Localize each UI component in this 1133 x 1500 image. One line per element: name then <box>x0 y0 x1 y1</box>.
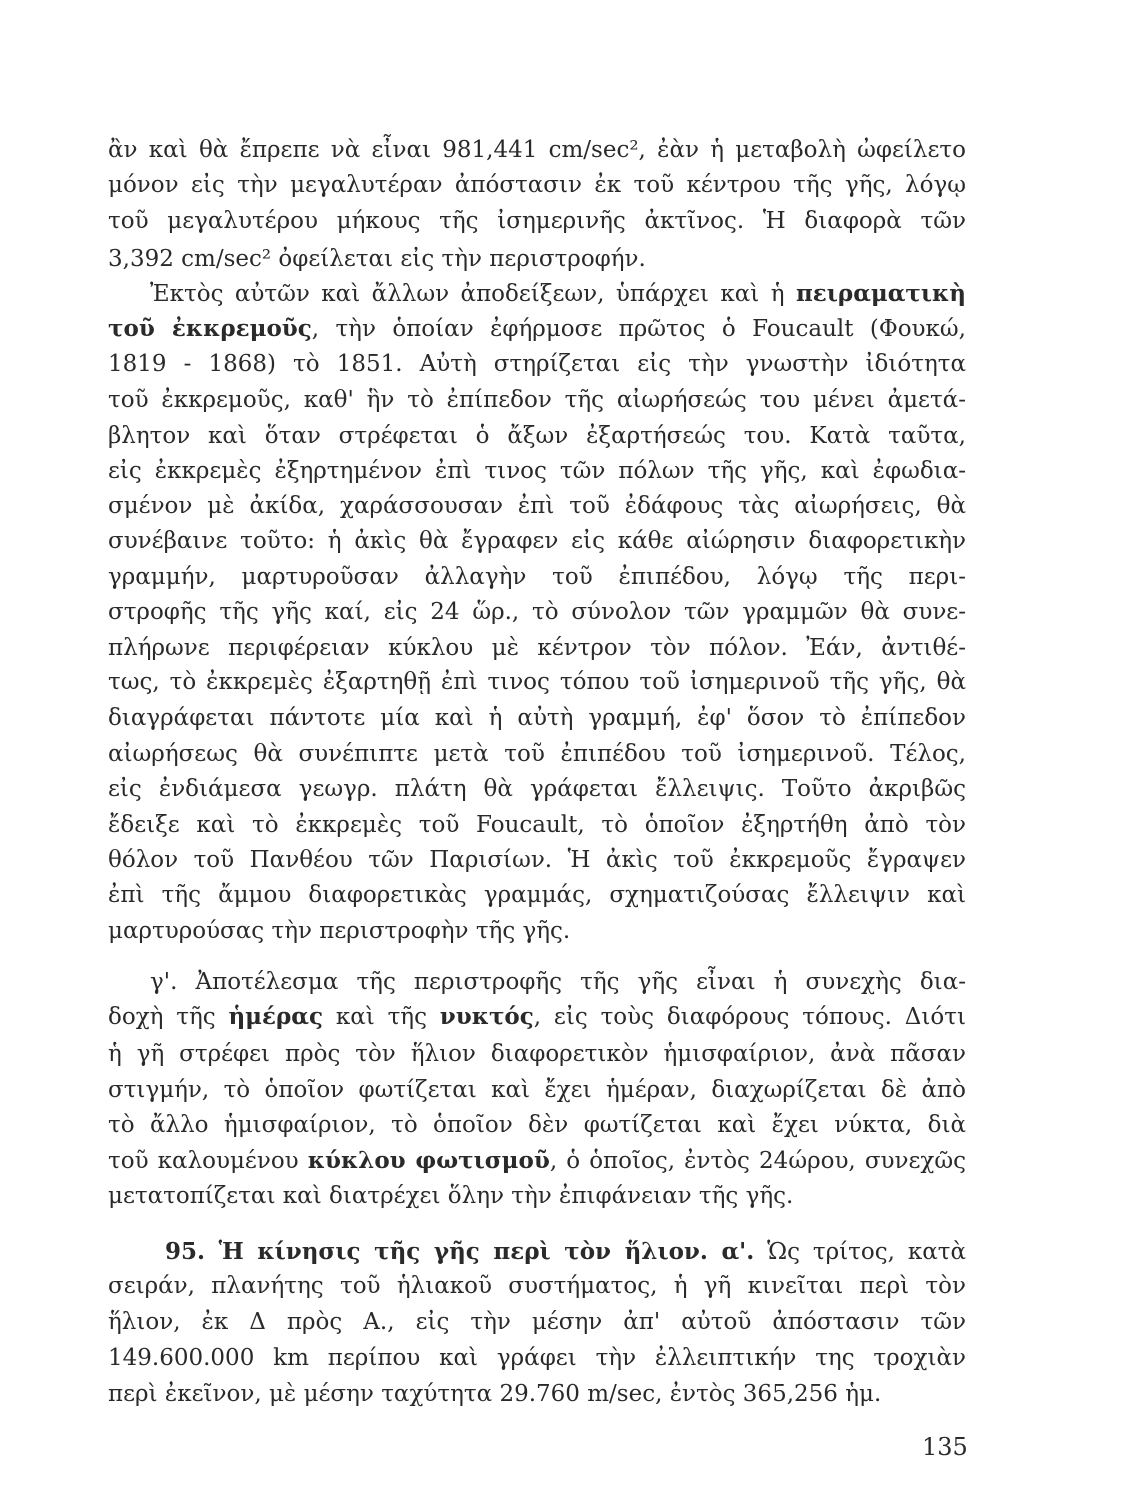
text-run: εἰς ἐνδιάμεσα γεωγρ. πλάτη θὰ γράφεται ἔλλειψις. Τοῦτο ἀκριβῶς <box>108 776 966 802</box>
text-line <box>108 740 966 768</box>
text-line <box>108 917 966 945</box>
text-run: Ὡς τρίτος, κατὰ <box>754 1239 966 1265</box>
page-number: 135 <box>922 1433 968 1461</box>
text-run: γ'. Ἀποτέλεσμα τῆς περιστροφῆς τῆς γῆς εἶναι ἡ συνεχὴς δια- <box>150 969 966 995</box>
text-line <box>108 527 966 555</box>
text-line <box>108 171 966 199</box>
text-run: μετατοπίζεται καὶ διατρέχει ὅλην τὴν ἐπιφάνειαν τῆς γῆς. <box>108 1183 794 1209</box>
text-line <box>108 811 966 839</box>
text-line <box>150 280 966 308</box>
text-line <box>108 350 966 378</box>
text-line <box>108 1003 966 1031</box>
text-line <box>108 563 966 591</box>
text-run: τως, τὸ ἐκκρεμὲς ἐξαρτηθῇ ἐπὶ τινος τόπου τοῦ ἰσημερινοῦ τῆς γῆς, θὰ <box>108 669 966 695</box>
text-run: σμένον μὲ ἀκίδα, χαράσσουσαν ἐπὶ τοῦ ἐδάφους τὰς αἰωρήσεις, θὰ <box>108 493 966 519</box>
text-line <box>108 668 966 696</box>
text-run: μαρτυρούσας τὴν περιστροφὴν τῆς γῆς. <box>108 918 571 944</box>
text-run: τὸ ἄλλο ἡμισφαίριον, τὸ ὁποῖον δὲν φωτίζεται καὶ ἔχει νύκτα, διὰ <box>108 1112 966 1138</box>
text-run: ἐπὶ τῆς ἄμμου διαφορετικὰς γραμμάς, σχηματιζούσας ἔλλειψιν καὶ <box>108 882 966 908</box>
text-line <box>108 492 966 520</box>
text-line <box>108 1147 966 1175</box>
text-line <box>165 1238 966 1266</box>
text-run: ἔδειξε καὶ τὸ ἐκκρεμὲς τοῦ Foucault, τὸ ὁποῖον ἐξηρτήθη ἀπὸ τὸν <box>108 812 966 838</box>
bold-term: νυκτός <box>439 1003 534 1030</box>
bold-term: 95. Ἡ κίνησις τῆς γῆς περὶ τὸν ἥλιον. α'. <box>165 1238 755 1265</box>
text-line <box>108 1040 966 1068</box>
text-line <box>108 136 966 164</box>
text-run: , ὁ ὁποῖος, ἐντὸς 24ώρου, συνεχῶς <box>549 1148 966 1174</box>
text-run: στροφῆς τῆς γῆς καί, εἰς 24 ὥρ., τὸ σύνολον τῶν γραμμῶν θὰ συνε- <box>108 599 966 625</box>
text-run: συνέβαινε τοῦτο: ἡ ἀκὶς θὰ ἔγραφεν εἰς κάθε αἰώρησιν διαφορετικὴν <box>108 528 966 554</box>
text-line <box>108 457 966 485</box>
text-run: πλήρωνε περιφέρειαν κύκλου μὲ κέντρον τὸν πόλον. Ἐάν, ἀντιθέ- <box>108 635 966 661</box>
text-run: ἂν καὶ θὰ ἔπρεπε νὰ εἶναι 981,441 cm/sec², ἐὰν ἡ μεταβολὴ ὠφείλετο <box>108 137 966 163</box>
text-line <box>108 1182 966 1210</box>
text-run: περὶ ἐκεῖνον, μὲ μέσην ταχύτητα 29.760 m/sec, ἐντὸς 365,256 ἡμ. <box>108 1381 882 1407</box>
text-run: στιγμήν, τὸ ὁποῖον φωτίζεται καὶ ἔχει ἡμέραν, διαχωρίζεται δὲ ἀπὸ <box>108 1077 966 1103</box>
text-line <box>108 634 966 662</box>
text-run: τοῦ μεγαλυτέρου μήκους τῆς ἰσημερινῆς ἀκτῖνος. Ἡ διαφορὰ τῶν <box>108 208 966 234</box>
text-line <box>150 968 966 996</box>
text-run: 3,392 cm/sec² ὀφείλεται εἰς τὴν περιστροφήν. <box>108 246 646 272</box>
text-run: ἡ γῆ στρέφει πρὸς τὸν ἥλιον διαφορετικὸν ἡμισφαίριον, ἀνὰ πᾶσαν <box>108 1041 966 1067</box>
text-line <box>108 881 966 909</box>
text-run: διαγράφεται πάντοτε μία καὶ ἡ αὐτὴ γραμμή, ἐφ' ὅσον τὸ ἐπίπεδον <box>108 705 966 731</box>
text-run: βλητον καὶ ὅταν στρέφεται ὁ ἄξων ἐξαρτήσεώς του. Κατὰ ταῦτα, <box>108 423 966 449</box>
bold-term: κύκλου φωτισμοῦ <box>307 1147 550 1174</box>
text-line <box>108 598 966 626</box>
bold-term: τοῦ ἐκκρεμοῦς <box>108 315 312 342</box>
text-line <box>108 1308 966 1336</box>
text-line <box>108 1344 966 1372</box>
text-line <box>108 207 966 235</box>
bold-term: ἡμέρας <box>228 1003 323 1030</box>
text-run: τοῦ καλουμένου <box>108 1148 308 1174</box>
text-line <box>108 1272 966 1300</box>
text-line <box>108 422 966 450</box>
text-run: Ἐκτὸς αὐτῶν καὶ ἄλλων ἀποδείξεων, ὑπάρχει καὶ ἡ <box>150 281 796 307</box>
text-run: 149.600.000 km περίπου καὶ γράφει τὴν ἐλλειπτικήν της τροχιὰν <box>108 1345 966 1371</box>
text-line <box>108 1076 966 1104</box>
text-line <box>108 245 966 273</box>
text-run: μόνον εἰς τὴν μεγαλυτέραν ἀπόστασιν ἐκ τοῦ κέντρου τῆς γῆς, λόγῳ <box>108 172 966 198</box>
text-line <box>108 1111 966 1139</box>
text-run: εἰς ἐκκρεμὲς ἐξηρτημένον ἐπὶ τινος τῶν πόλων τῆς γῆς, καὶ ἐφωδια- <box>108 458 966 484</box>
text-run: θόλον τοῦ Πανθέου τῶν Παρισίων. Ἡ ἀκὶς τοῦ ἐκκρεμοῦς ἔγραψεν <box>108 847 966 873</box>
text-line <box>108 1380 966 1408</box>
text-run: αἰωρήσεως θὰ συνέπιπτε μετὰ τοῦ ἐπιπέδου τοῦ ἰσημερινοῦ. Τέλος, <box>108 741 966 767</box>
text-run: δοχὴ τῆς <box>108 1004 229 1030</box>
text-run: τοῦ ἐκκρεμοῦς, καθ' ἣν τὸ ἐπίπεδον τῆς αἰωρήσεώς του μένει ἀμετά- <box>108 387 966 413</box>
text-run: γραμμήν, μαρτυροῦσαν ἀλλαγὴν τοῦ ἐπιπέδου, λόγῳ τῆς περι- <box>108 564 966 590</box>
text-run: , εἰς τοὺς διαφόρους τόπους. Διότι <box>533 1004 966 1030</box>
bold-term: πειραματικὴ <box>795 280 966 307</box>
text-run: 1819 - 1868) τὸ 1851. Αὐτὴ στηρίζεται εἰς τὴν γνωστὴν ἰδιότητα <box>108 351 966 377</box>
text-run: ἥλιον, ἐκ Δ πρὸς Α., εἰς τὴν μέσην ἀπ' αὐτοῦ ἀπόστασιν τῶν <box>108 1309 966 1335</box>
text-run: καὶ τῆς <box>323 1004 440 1030</box>
text-line <box>108 846 966 874</box>
text-line <box>108 386 966 414</box>
text-line <box>108 315 966 343</box>
text-line <box>108 775 966 803</box>
text-run: , τὴν ὁποίαν ἐφήρμοσε πρῶτος ὁ Foucault (Φουκώ, <box>311 316 966 342</box>
text-line <box>108 704 966 732</box>
text-run: σειράν, πλανήτης τοῦ ἡλιακοῦ συστήματος, ἡ γῆ κινεῖται περὶ τὸν <box>108 1273 966 1299</box>
